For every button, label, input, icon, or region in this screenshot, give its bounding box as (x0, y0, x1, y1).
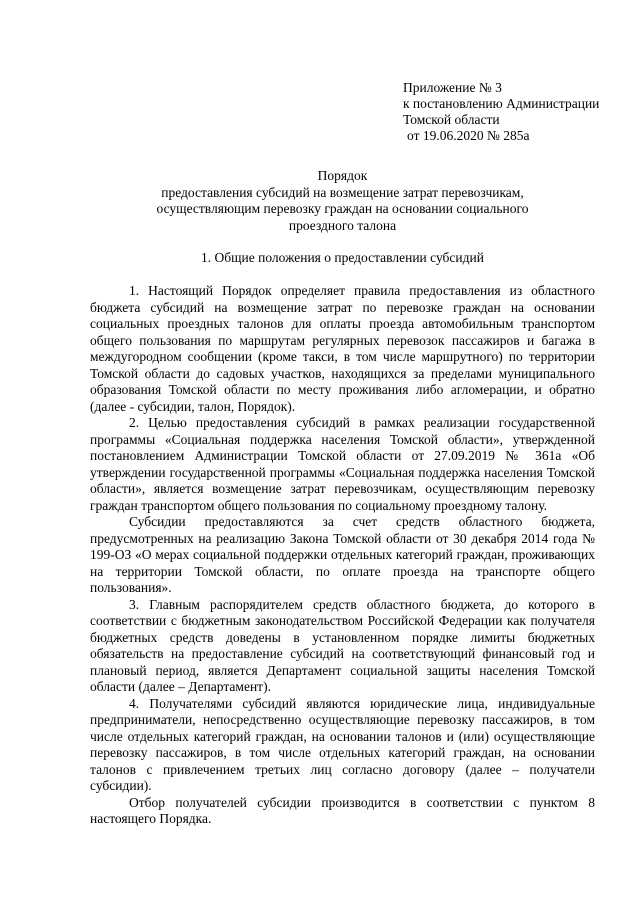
appendix-line-number: Приложение № 3 (403, 80, 502, 95)
paragraph-3: Субсидии предоставляются за счет средств областного бюджета, предусмотренных на реализацию Закона Томской области от 30 декабря 2014 года № 199-ОЗ «О мерах социальной поддержки отдельных категорий граждан, проживающих на территории Томской области, по оплате проезда на транспорте общего пользования». (90, 514, 595, 595)
appendix-line-date: от 19.06.2020 № 285а (407, 128, 530, 143)
appendix-block (403, 80, 599, 144)
appendix-line-resolution: к постановлению Администрации (403, 96, 600, 111)
title-line-4: проездного талона (288, 217, 397, 233)
paragraph-2: 2. Целью предоставления субсидий в рамках реализации государственной программы «Социальная поддержка населения Томской области», утвержденной постановлением Администрации Томской области от 27.09.2019 № 361а «Об утверждении государственной программы «Социальная поддержка населения Томской области», является возмещение затрат перевозчикам, осуществляющим перевозку граждан транспортом общего пользования по социальному проездному талону. (90, 415, 595, 513)
paragraph-5: 4. Получателями субсидий являются юридические лица, индивидуальные предприниматели, непосредственно осуществляющие перевозку пассажиров, в том числе отдельных категорий граждан, на основании талонов и (или) осуществляющие перевозку пассажиров, в том числе отдельных категорий граждан, на основании талонов с привлечением третьих лиц согласно договору (далее – получатели субсидии). (90, 695, 595, 793)
document-body (90, 283, 595, 828)
title-line-3: осуществляющим перевозку граждан на основании социального (156, 201, 529, 216)
paragraph-4: 3. Главным распорядителем средств областного бюджета, до которого в соответствии с бюджетным законодательством Российской Федерации как получателя бюджетных средств доведены в установленном порядке лимиты бюджетных обязательств на предоставление субсидий на соответствующий финансовый год и плановый период, является Департамент социальной защиты населения Томской области (далее – Департамент). (90, 596, 595, 694)
section-heading: 1. Общие положения о предоставлении субсидий (201, 250, 484, 265)
paragraph-1: 1. Настоящий Порядок определяет правила предоставления из областного бюджета субсидий на возмещение затрат по перевозке граждан на основании социальных проездных талонов для оплаты проезда автомобильным транспортом общего пользования по маршрутам регулярных перевозок пассажиров и багажа в междугородном сообщении (кроме такси, в том числе маршрутного) по территории Томской области до садовых участков, находящихся за пределами муниципального образования Томской области по месту проживания либо агломерации, и обратно (далее - субсидии, талон, Порядок). (90, 283, 595, 414)
title-line-1: Порядок (317, 168, 368, 183)
paragraph-6: Отбор получателей субсидии производится в соответствии с пунктом 8 настоящего Порядка. (90, 794, 595, 826)
title-line-2: предоставления субсидий на возмещение затрат перевозчикам, (161, 184, 524, 200)
appendix-line-region: Томской области (403, 112, 500, 127)
document-title (90, 168, 595, 234)
